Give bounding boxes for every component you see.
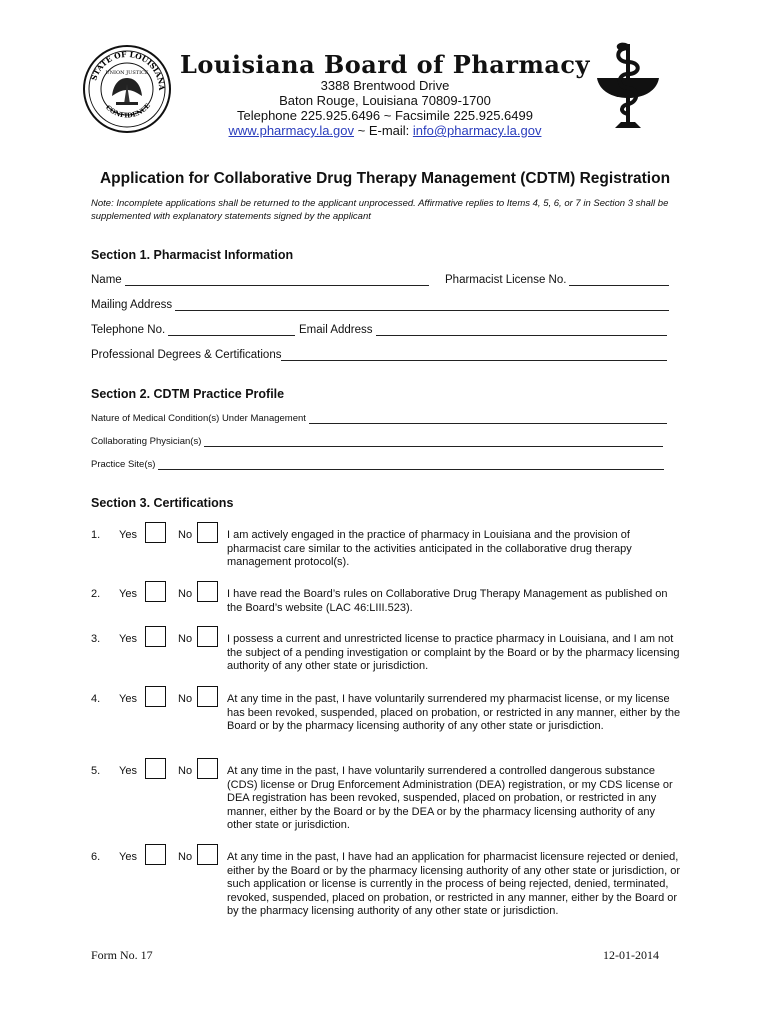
yes-checkbox[interactable] bbox=[145, 522, 166, 543]
yes-checkbox[interactable] bbox=[145, 758, 166, 779]
no-label: No bbox=[178, 851, 193, 863]
item-text: At any time in the past, I have voluntarily surrendered a controlled dangerous substance (CDS) license or Drug Enforcement Administration (DEA) registration, or my CDS license or DEA registration has been revoked, suspended, placed on probation, or restricted in any manner, either by the Board or by the DEA or by the pharmacy licensing authority of any other state or jurisdiction. bbox=[227, 765, 673, 831]
address-line: 3388 Brentwood Drive bbox=[320, 78, 450, 93]
section3-heading: Section 3. Certifications bbox=[91, 496, 234, 510]
phone-line: Telephone 225.925.6496 ~ Facsimile 225.925.6499 bbox=[237, 108, 533, 123]
item-text: I have read the Board’s rules on Collaborative Drug Therapy Management as published on the Board’s website (LAC 46:LIII.523). bbox=[227, 588, 668, 614]
item-number: 2. bbox=[91, 588, 101, 600]
yes-label: Yes bbox=[119, 633, 137, 645]
item-number: 5. bbox=[91, 765, 101, 777]
form-number: Form No. 17 bbox=[91, 948, 153, 962]
license-field[interactable] bbox=[445, 274, 669, 286]
no-checkbox[interactable] bbox=[197, 522, 218, 543]
yes-label: Yes bbox=[119, 765, 137, 777]
mailing-address-field[interactable] bbox=[91, 299, 669, 311]
medical-condition-label: Nature of Medical Condition(s) Under Management bbox=[91, 413, 306, 424]
email-separator: ~ E-mail: bbox=[354, 123, 413, 138]
no-checkbox[interactable] bbox=[197, 581, 218, 602]
no-checkbox[interactable] bbox=[197, 758, 218, 779]
seal-text-top: STATE OF LOUISIANA bbox=[89, 49, 167, 91]
degrees-label: Professional Degrees & Certifications bbox=[91, 349, 282, 361]
yes-label: Yes bbox=[119, 529, 137, 541]
yes-label: Yes bbox=[119, 588, 137, 600]
medical-condition-field[interactable] bbox=[91, 413, 667, 424]
no-checkbox[interactable] bbox=[197, 686, 218, 707]
section1-heading: Section 1. Pharmacist Information bbox=[91, 248, 294, 262]
telephone-field[interactable] bbox=[91, 324, 295, 336]
board-title: Louisiana Board of Pharmacy bbox=[180, 50, 590, 79]
yes-checkbox[interactable] bbox=[145, 844, 166, 865]
yes-label: Yes bbox=[119, 693, 137, 705]
form-title: Application for Collaborative Drug Therapy Management (CDTM) Registration bbox=[99, 170, 671, 187]
item-text: I possess a current and unrestricted license to practice pharmacy in Louisiana, and I am not the subject of a pending investigation or complaint by the Board or by the pharmacy licensing authority of any other state or jurisdiction. bbox=[227, 633, 680, 672]
no-label: No bbox=[178, 633, 193, 645]
degrees-field[interactable] bbox=[91, 349, 667, 361]
yes-checkbox[interactable] bbox=[145, 581, 166, 602]
city-line: Baton Rouge, Louisiana 70809-1700 bbox=[279, 93, 491, 108]
section2-heading: Section 2. CDTM Practice Profile bbox=[91, 387, 285, 401]
item-number: 1. bbox=[91, 529, 101, 541]
no-checkbox[interactable] bbox=[197, 844, 218, 865]
item-number: 3. bbox=[91, 633, 101, 645]
no-label: No bbox=[178, 588, 193, 600]
yes-checkbox[interactable] bbox=[145, 626, 166, 647]
practice-site-label: Practice Site(s) bbox=[91, 459, 156, 470]
email-link[interactable]: info@pharmacy.la.gov bbox=[412, 123, 542, 138]
contact-line bbox=[0, 123, 770, 138]
seal-text-bottom: CONFIDENCE bbox=[104, 101, 152, 120]
no-label: No bbox=[178, 765, 193, 777]
physician-field[interactable] bbox=[91, 436, 663, 447]
website-link[interactable]: www.pharmacy.la.gov bbox=[228, 123, 355, 138]
no-label: No bbox=[178, 529, 193, 541]
item-number: 6. bbox=[91, 851, 101, 863]
mailing-address-label: Mailing Address bbox=[91, 299, 173, 311]
seal-text-side: UNION JUSTICE bbox=[105, 70, 149, 76]
name-label: Name bbox=[91, 274, 122, 286]
no-label: No bbox=[178, 693, 193, 705]
practice-site-field[interactable] bbox=[91, 459, 664, 470]
item-text: At any time in the past, I have had an application for pharmacist licensure rejected or denied, either by the Board or by the pharmacy licensing authority of any other state or jurisdiction, or such application or license is currently in the process of being rejected, denied, terminated, revoked, suspended, placed on probation, or restricted in any manner, either by the Board or by the pharmacy licensing authority of any other state or jurisdiction. bbox=[227, 851, 681, 917]
no-checkbox[interactable] bbox=[197, 626, 218, 647]
yes-label: Yes bbox=[119, 851, 137, 863]
item-text: I am actively engaged in the practice of pharmacy in Louisiana and the provision of pharmacist care similar to the activities anticipated in the collaborative drug therapy management protocol(s). bbox=[227, 529, 632, 568]
name-field[interactable] bbox=[91, 274, 429, 286]
yes-checkbox[interactable] bbox=[145, 686, 166, 707]
email-field[interactable] bbox=[299, 324, 667, 336]
license-label: Pharmacist License No. bbox=[445, 274, 567, 286]
form-date: 12-01-2014 bbox=[603, 948, 659, 962]
form-note: Note: Incomplete applications shall be returned to the applicant unprocessed. Affirmative replies to Items 4, 5, 6, or 7 in Section 3 shall be supplemented with explanatory statements signed by the applicant bbox=[91, 198, 669, 222]
item-number: 4. bbox=[91, 693, 101, 705]
telephone-label: Telephone No. bbox=[91, 324, 166, 336]
physician-label: Collaborating Physician(s) bbox=[91, 436, 202, 447]
email-label: Email Address bbox=[299, 324, 373, 336]
item-text: At any time in the past, I have voluntarily surrendered my pharmacist license, or my license has been revoked, suspended, placed on probation, or restricted in any manner, either by the Board or by the pharmacy licensing authority of any other state or jurisdiction. bbox=[227, 693, 681, 732]
